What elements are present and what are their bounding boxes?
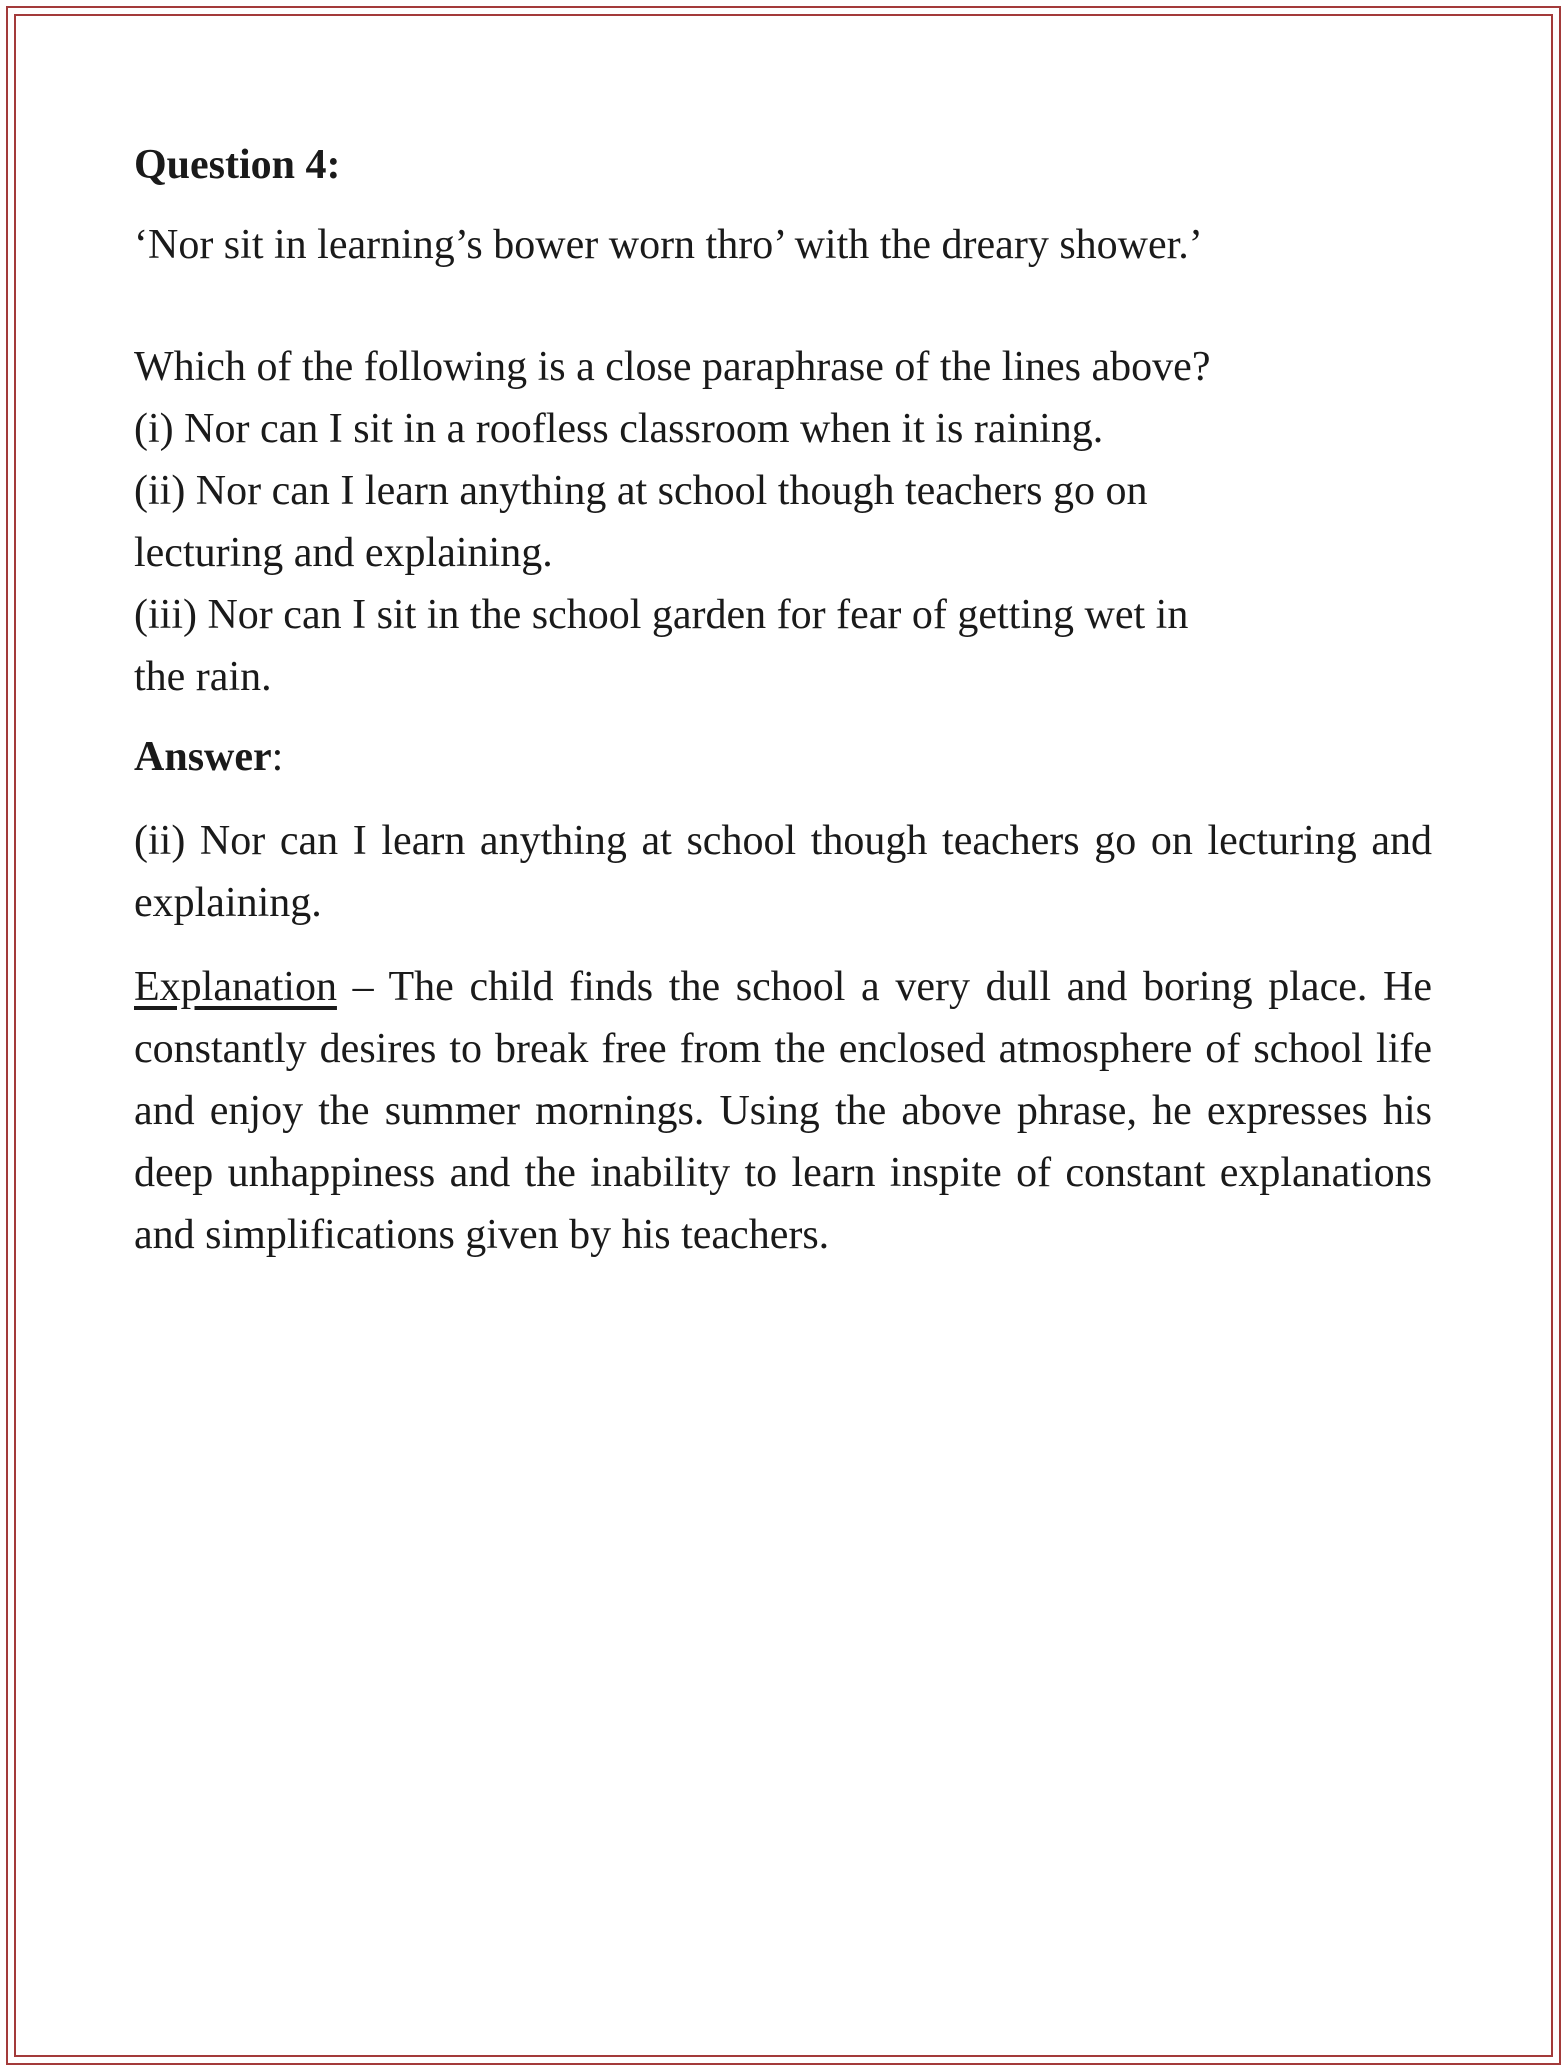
option-i: (i) Nor can I sit in a roofless classroom when it is raining.: [134, 406, 1104, 452]
question-prompt: Which of the following is a close paraphrase of the lines above?: [134, 344, 1211, 390]
spacer: [134, 276, 1432, 336]
answer-label: Answer: [134, 734, 272, 780]
answer-heading: [134, 726, 1432, 788]
option-ii-line-1: (ii) Nor can I learn anything at school though teachers go on: [134, 468, 1148, 514]
explanation-label: Explanation: [134, 964, 337, 1010]
question-quote: ‘Nor sit in learning’s bower worn thro’ with the dreary shower.’: [134, 222, 1203, 268]
question-title: Question 4:: [134, 142, 341, 188]
answer-text: (ii) Nor can I learn anything at school though teachers go on lecturing and explaining.: [134, 818, 1432, 926]
option-iii-line-2: the rain.: [134, 654, 272, 700]
explanation-text: – The child finds the school a very dull and boring place. He constantly desires to break free from the enclosed atmosphere of school life and enjoy the summer mornings. Using the above phrase, he expresses his deep unhappiness and the inability to learn inspite of constant explanations and simplifications given by his teachers.: [134, 964, 1432, 1258]
document-content: [134, 136, 1432, 1288]
explanation-paragraph: [134, 956, 1432, 1266]
answer-colon: :: [271, 734, 284, 780]
option-ii-line-2: lecturing and explaining.: [134, 530, 553, 576]
option-iii-line-1: (iii) Nor can I sit in the school garden for fear of getting wet in: [134, 592, 1189, 638]
